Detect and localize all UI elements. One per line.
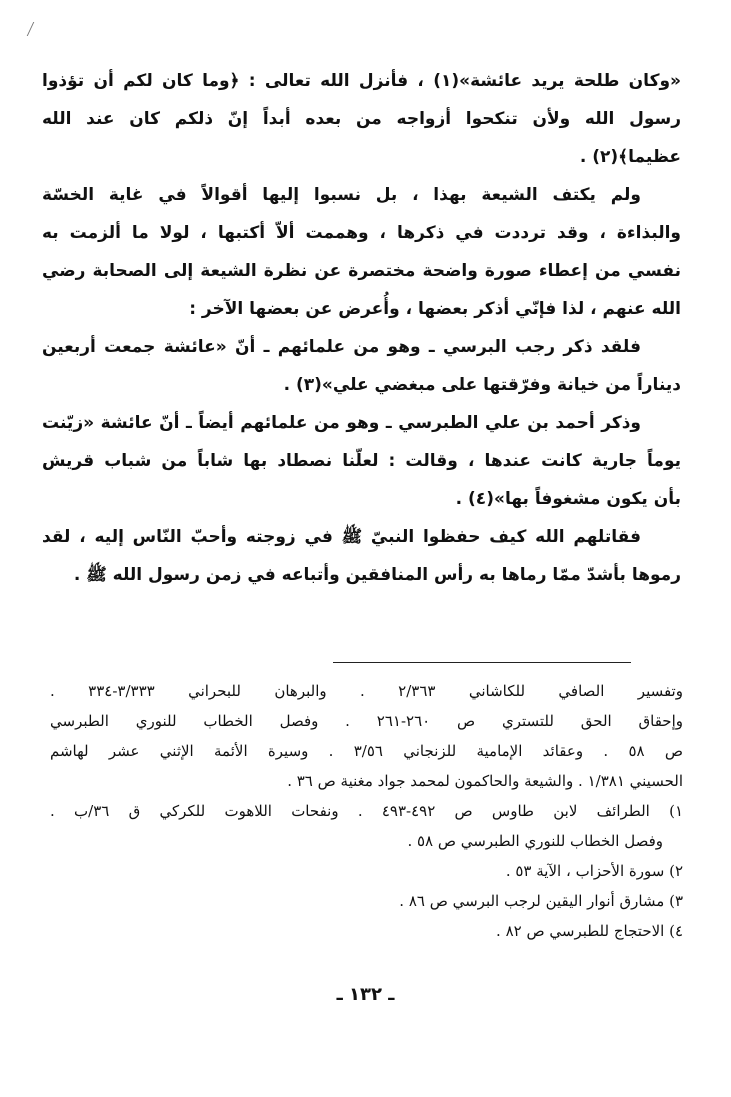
footnote-line: وفصل الخطاب للنوري الطبرسي ص ٥٨ . xyxy=(407,832,663,850)
footnotes xyxy=(50,676,683,946)
text-line: فقاتلهم الله كيف حفظوا النبيّ ﷺ في زوجته وأحبّ النّاس إليه ، لقد xyxy=(42,527,641,547)
text-line: رموها بأشدّ ممّا رماها به رأس المنافقين وأتباعه في زمن رسول الله ﷺ . xyxy=(73,565,681,585)
text-line: ديناراً من خيانة وفرّقتها على مبغضي علي»(٣) . xyxy=(283,375,681,395)
paragraph xyxy=(42,328,681,404)
text-line: نفسي من إعطاء صورة واضحة مختصرة عن نظرة الشيعة إلى الصحابة رضي xyxy=(42,261,681,281)
scan-mark xyxy=(27,22,43,36)
footnote-separator xyxy=(333,662,631,663)
footnote-line: الحسيني ١/٣٨١ . والشيعة والحاكمون لمحمد جواد مغنية ص ٣٦ . xyxy=(287,772,683,790)
text-line: عظيما﴾(٢) . xyxy=(579,147,681,167)
text-line: فلقد ذكر رجب البرسي ـ وهو من علمائهم ـ أنّ «عائشة جمعت أربعين xyxy=(42,337,641,357)
text-line: «وكان طلحة يريد عائشة»(١) ، فأنزل الله تعالى : ﴿وما كان لكم أن تؤذوا xyxy=(42,71,681,91)
paragraph xyxy=(42,404,681,518)
text-line: الله عنهم ، لذا فإنّي أذكر بعضها ، وأُعرض عن بعضها الآخر : xyxy=(189,299,681,319)
footnote-line: وتفسير الصافي للكاشاني ٢/٣٦٣ . والبرهان للبحراني ٣/٣٣٣-٣٣٤ . xyxy=(50,682,683,700)
main-text xyxy=(42,62,681,594)
text-line: رسول الله ولأن تنكحوا أزواجه من بعده أبداً إنّ ذلكم كان عند الله xyxy=(42,109,681,129)
footnote-line: ٣) مشارق أنوار اليقين لرجب البرسي ص ٨٦ . xyxy=(399,892,683,910)
text-line: بأن يكون مشغوفاً بها»(٤) . xyxy=(455,489,681,509)
paragraph xyxy=(42,518,681,594)
text-line: ولم يكتف الشيعة بهذا ، بل نسبوا إليها أقوالاً في غاية الخسّة xyxy=(42,185,641,205)
footnote-line: وإحقاق الحق للتستري ص ٢٦٠-٢٦١ . وفصل الخطاب للنوري الطبرسي xyxy=(50,712,683,730)
text-line: يوماً جارية كانت عندها ، وقالت : لعلّنا نصطاد بها شاباً من شباب قريش xyxy=(42,451,681,471)
footnote-line: ٤) الاحتجاج للطبرسي ص ٨٢ . xyxy=(496,922,683,940)
paragraph xyxy=(42,176,681,328)
footnote-line: ص ٥٨ . وعقائد الإمامية للزنجاني ٣/٥٦ . وسيرة الأئمة الإثني عشر لهاشم xyxy=(50,742,683,760)
footnote-line: ١) الطرائف لابن طاوس ص ٤٩٢-٤٩٣ . ونفحات اللاهوت للكركي ق ٣٦/ب . xyxy=(50,802,683,820)
paragraph xyxy=(42,62,681,176)
text-line: والبذاءة ، وقد ترددت في ذكرها ، وهممت ألاّ أكتبها ، لولا ما ألزمت به xyxy=(42,223,681,243)
text-line: وذكر أحمد بن علي الطبرسي ـ وهو من علمائهم أيضاً ـ أنّ عائشة «زيّنت xyxy=(42,413,641,433)
footnote-line: ٢) سورة الأحزاب ، الآية ٥٣ . xyxy=(505,862,683,880)
page-number: ـ ١٣٢ ـ xyxy=(336,984,395,1005)
